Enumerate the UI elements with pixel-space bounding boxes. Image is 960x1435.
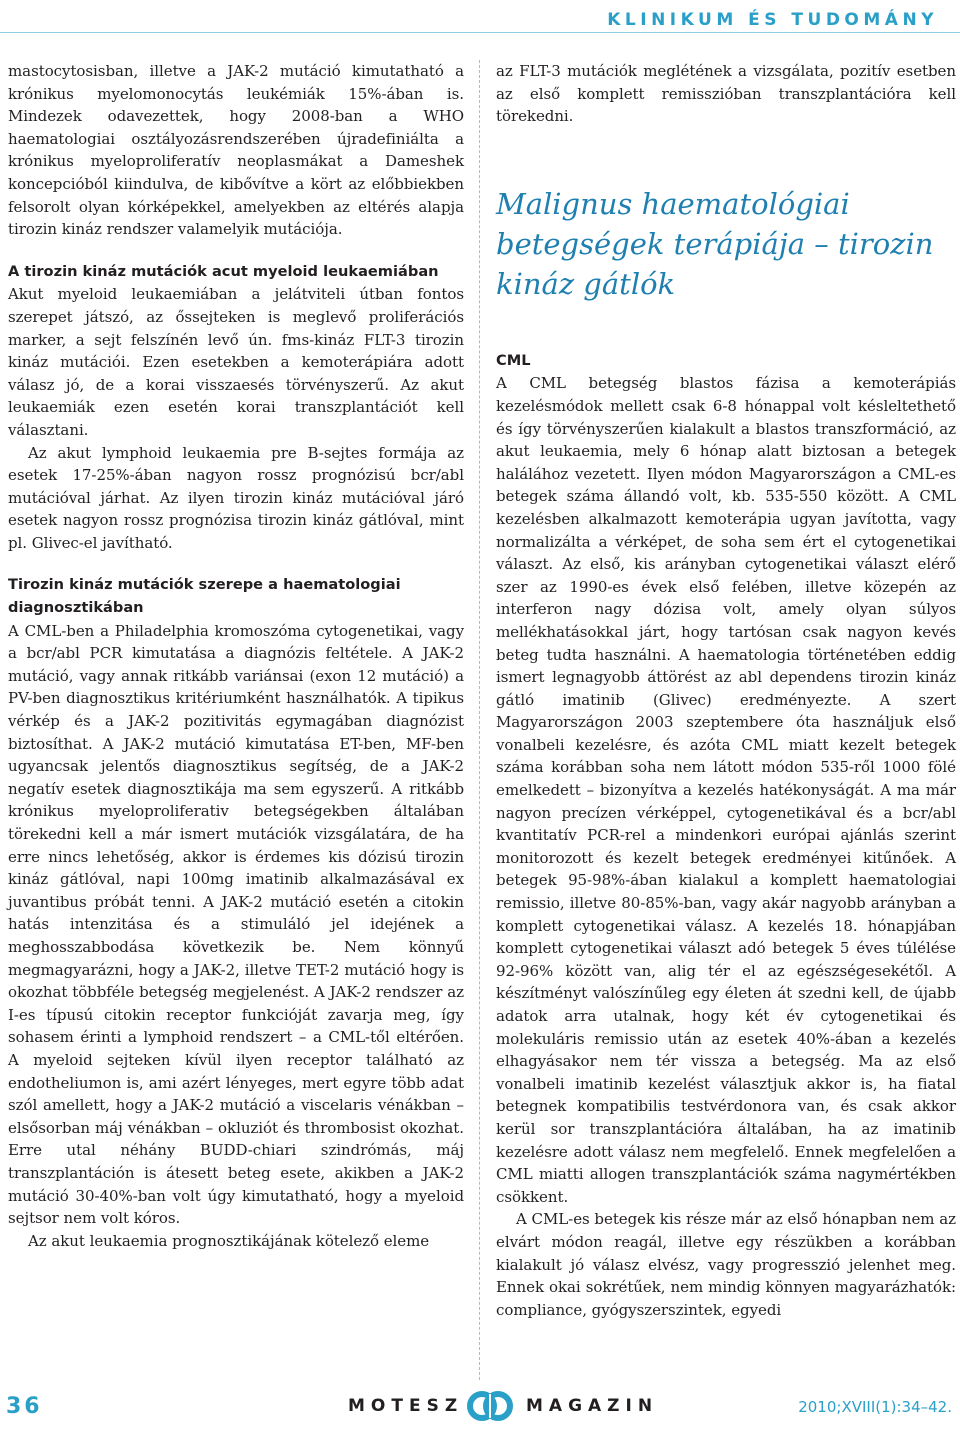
left-heading-diagnostics: Tirozin kináz mutációk szerepe a haematologiai diagnosztikában	[8, 576, 401, 617]
brand-name-left: MOTESZ	[348, 1396, 464, 1416]
right-heading-cml: CML	[496, 351, 531, 369]
motesz-logo-icon	[462, 1388, 518, 1424]
left-paragraph-2: Akut myeloid leukaemiában a jelátviteli útban fontos szerepet játszó, az őssejteken is meglevő proliferációs marker, a sejt felszínén levő ún. fms-kináz FLT-3 tirozin kináz mutációi. Ezen esetekben a kemoterápiára adott válasz jó, de a korai visszaesés törvényszerű. Az akut leukaemiák ezen esetén korai transzplantációt kell választani.	[8, 285, 464, 439]
left-column	[8, 60, 464, 1252]
footer	[0, 1388, 960, 1428]
right-paragraph-3: A CML-es betegek kis része már az első hónapban nem az elvárt módon reagál, illetve egy részükben a korábban kialakult jó válasz elvész, vagy progresszió jelenhet meg. Ennek okai sokrétűek, nem mindig könnyen magyarázhatók: compliance, gyógyszerszintek, egyedi	[496, 1210, 956, 1319]
page-number: 36	[6, 1394, 43, 1419]
right-paragraph-2: A CML betegség blastos fázisa a kemoterápiás kezelésmódok mellett csak 6-8 hónappal volt késleltethető és így törvényszerűen kialakult a blastos transzformáció, az akut leukaemia, mely 6 hónap alatt biztosan a betegek halálához vezetett. Ilyen módon Magyarországon a CML-es betegek száma állandó volt, kb. 535-550 között. A CML kezelésben alkalmazott kemoterápia ugyan javította, vagy normalizálta a vérképet, de soha sem ért el cytogenetikai választ. Az első, kis arányban cytogenetikai választ elérő szer az 1990-es évek első felében, illetve közepén az interferon nagy dózisa volt, amely olyan súlyos mellékhatásokkal járt, hogy tartósan csak nagyon kevés beteg tudta használni. A haematologia történetében eddig ismert legnagyobb áttörést az abl dependens tirozin kináz gátló imatinib (Glivec) eredményezte. A szert Magyarországon 2003 szeptembere óta használjuk első vonalbeli kezelésre, és azóta CML miatt kezelt betegek száma korábban soha nem látott módon 535-ről 1000 fölé emelkedett – bizonyítva a kezelés hatékonyságát. A ma már nagyon precízen vérképpel, cytogenetikával és a bcr/abl kvantitatív PCR-rel a mindenkori európai ajánlás szerint monitorozott és kezelt betegek eredményei kitűnőek. A betegek 95-98%-ában kialakul a komplett haematologiai remissio, illetve 80-85%-ban, vagy akár nagyobb arányban a komplett cytogenetikai válasz. A kezelés 18. hónapjában komplett cytogenetikai választ adó betegek 5 éves túlélése 92-96% között van, alig tér el az egészségesekétől. A készítményt valószínűleg egy életen át szedni kell, de újabb adatok arra utalnak, hogy két év cytogenetikai és molekuláris remissio után az esetek 40%-ában a kezelés elhagyásakor nem tér vissza a betegség. Ma az első vonalbeli imatinib kezelést választjuk akkor is, ha fiatal betegnek kompatibilis testvérdonora van, és csak akkor kerül sor transzplantációra általában, ha az imatinib kezelésre adott válasz nem megfelelő. Ennek megfelelően a CML miatti allogen transzplantációk száma nagymértékben csökkent.	[496, 374, 956, 1206]
right-column	[496, 60, 956, 1321]
column-divider	[479, 60, 480, 1380]
right-paragraph-1: az FLT-3 mutációk meglétének a vizsgálata, pozitív esetben az első komplett remisszióban transzplantációra kell törekedni.	[496, 62, 956, 126]
left-paragraph-5: Az akut leukaemia prognosztikájának kötelező eleme	[28, 1231, 430, 1250]
left-heading-aml: A tirozin kináz mutációk acut myeloid leukaemiában	[8, 262, 439, 280]
left-paragraph-3: Az akut lymphoid leukaemia pre B-sejtes formája az esetek 17-25%-ában nagyon rossz prognózisú bcr/abl mutációval járhat. Az ilyen tirozin kináz mutációval járó esetek nagyon rossz prognózisa tirozin kináz gátlóval, mint pl. Glivec-el javítható.	[8, 443, 464, 552]
section-title: Malignus haematológiai betegségek terápiája – tirozin kináz gátlók	[496, 186, 934, 301]
header-rule	[0, 32, 960, 33]
left-paragraph-1: mastocytosisban, illetve a JAK-2 mutáció kimutatható a krónikus myelomonocytás leukémiák 15%-ában is. Mindezek odavezettek, hogy 2008-ban a WHO haematologiai osztályozásrendszerében újradefiniálta a krónikus myeloproliferatív neoplasmákat a Dameshek koncepcióból kiindulva, de kibővítve a kört az előbbiekben felsorolt olyan kórképekkel, amelyekben az eltérés alapja tirozin kináz rendszer valamelyik mutációja.	[8, 62, 464, 239]
left-paragraph-4: A CML-ben a Philadelphia kromoszóma cytogenetikai, vagy a bcr/abl PCR kimutatása a diagnózis feltétele. A JAK-2 mutáció, vagy annak ritkább variánsai (exon 12 mutáció) a PV-ben diagnosztikus kritériumként használhatók. A tipikus vérkép és a JAK-2 pozitivitás egymagában diagnózist biztosíthat. A JAK-2 mutáció kimutatása ET-ben, MF-ben ugyancsak jelentős diagnosztikus segítség, de a JAK-2 negatív esetek diagnosztikája ma sem egyszerű. A ritkább krónikus myeloproliferativ betegségekben általában törekedni kell a már ismert mutációk vizsgálatára, de ha erre nincs lehetőség, akkor is érdemes kis dózisú tirozin kináz gátlóval, napi 100mg imatinib alkalmazásával ex juvantibus próbát tenni. A JAK-2 mutáció esetén a citokin hatás intenzitása és a stimuláló jel idejének a meghosszabbodása következik be. Nem könnyű megmagyarázni, hogy a JAK-2, illetve TET-2 mutáció hogy is okozhat többféle betegség megjelenést. A JAK-2 rendszer az I-es típusú citokin receptor funkcióját zavarja meg, így sohasem érinti a lymphoid rendszert – a CML-től eltérően. A myeloid sejteken kívül ilyen receptor található az endotheliumon is, ami azért lényeges, mert egyre több adat szól amellett, hogy a JAK-2 mutáció a viscelaris vénákban – elsősorban máj vénákban – okluziót és thrombosist okozhat. Erre utal néhány BUDD-chiari szindrómás, máj transzplantáción is átesett beteg esete, akikben a JAK-2 mutáció 30-40%-ban volt úgy kimutatható, hogy a myeloid sejtsor nem volt kóros.	[8, 621, 464, 1228]
running-header: KLINIKUM ÉS TUDOMÁNY	[607, 10, 938, 30]
journal-citation: 2010;XVIII(1):34–42.	[798, 1398, 952, 1416]
brand-name-right: MAGAZIN	[526, 1396, 659, 1416]
